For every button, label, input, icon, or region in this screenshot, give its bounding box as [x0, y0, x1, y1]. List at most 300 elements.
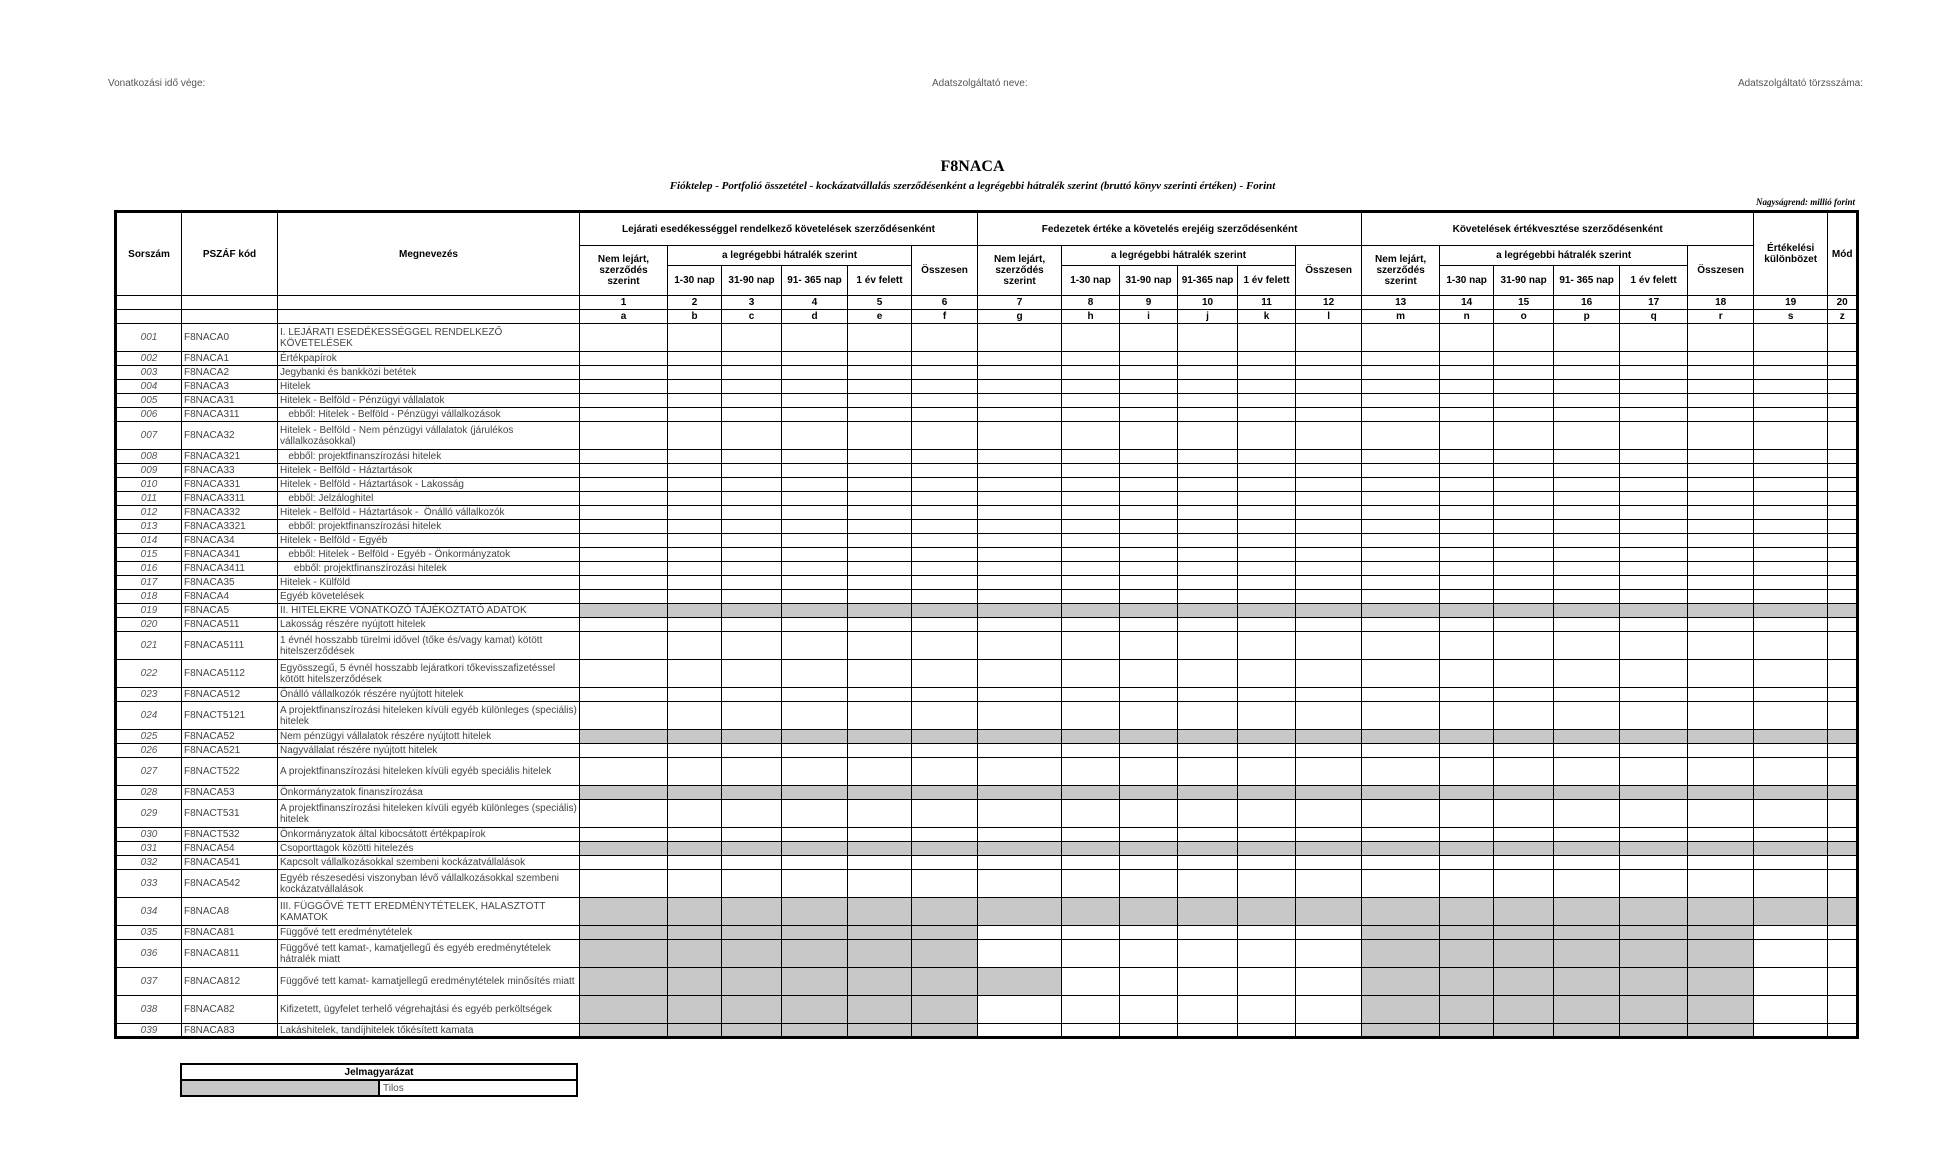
data-cell[interactable] [1362, 548, 1440, 562]
data-cell[interactable] [978, 506, 1062, 520]
data-cell[interactable] [1494, 604, 1554, 618]
data-cell[interactable] [722, 590, 782, 604]
data-cell[interactable] [1178, 324, 1238, 352]
data-cell[interactable] [912, 996, 978, 1024]
data-cell[interactable] [1362, 366, 1440, 380]
data-cell[interactable] [1688, 758, 1754, 786]
data-cell[interactable] [978, 856, 1062, 870]
data-cell[interactable] [1062, 660, 1120, 688]
data-cell[interactable] [1440, 394, 1494, 408]
data-cell[interactable] [1120, 660, 1178, 688]
data-cell[interactable] [1238, 870, 1296, 898]
data-cell[interactable] [668, 408, 722, 422]
data-cell[interactable] [1554, 940, 1620, 968]
data-cell[interactable] [1554, 604, 1620, 618]
data-cell[interactable] [722, 408, 782, 422]
data-cell[interactable] [1238, 758, 1296, 786]
data-cell[interactable] [1828, 940, 1858, 968]
data-cell[interactable] [1688, 562, 1754, 576]
data-cell[interactable] [782, 590, 848, 604]
data-cell[interactable] [1828, 730, 1858, 744]
data-cell[interactable] [1688, 828, 1754, 842]
data-cell[interactable] [1178, 590, 1238, 604]
data-cell[interactable] [1296, 856, 1362, 870]
data-cell[interactable] [1754, 926, 1828, 940]
data-cell[interactable] [782, 828, 848, 842]
data-cell[interactable] [668, 996, 722, 1024]
data-cell[interactable] [1494, 548, 1554, 562]
data-cell[interactable] [1828, 394, 1858, 408]
data-cell[interactable] [1440, 506, 1494, 520]
data-cell[interactable] [1620, 562, 1688, 576]
data-cell[interactable] [1440, 464, 1494, 478]
data-cell[interactable] [1120, 758, 1178, 786]
data-cell[interactable] [580, 870, 668, 898]
data-cell[interactable] [1178, 450, 1238, 464]
data-cell[interactable] [1178, 702, 1238, 730]
data-cell[interactable] [1062, 464, 1120, 478]
data-cell[interactable] [1296, 730, 1362, 744]
data-cell[interactable] [722, 660, 782, 688]
data-cell[interactable] [1362, 744, 1440, 758]
data-cell[interactable] [912, 730, 978, 744]
data-cell[interactable] [782, 478, 848, 492]
data-cell[interactable] [1440, 618, 1494, 632]
data-cell[interactable] [1688, 688, 1754, 702]
data-cell[interactable] [848, 408, 912, 422]
data-cell[interactable] [1554, 632, 1620, 660]
data-cell[interactable] [848, 940, 912, 968]
data-cell[interactable] [1362, 408, 1440, 422]
data-cell[interactable] [1828, 450, 1858, 464]
data-cell[interactable] [1828, 758, 1858, 786]
data-cell[interactable] [1120, 324, 1178, 352]
data-cell[interactable] [1120, 506, 1178, 520]
data-cell[interactable] [722, 464, 782, 478]
data-cell[interactable] [1362, 898, 1440, 926]
data-cell[interactable] [978, 1024, 1062, 1038]
data-cell[interactable] [1296, 534, 1362, 548]
data-cell[interactable] [1238, 660, 1296, 688]
data-cell[interactable] [848, 576, 912, 590]
data-cell[interactable] [1120, 800, 1178, 828]
data-cell[interactable] [1062, 576, 1120, 590]
data-cell[interactable] [1238, 828, 1296, 842]
data-cell[interactable] [1494, 618, 1554, 632]
data-cell[interactable] [912, 380, 978, 394]
data-cell[interactable] [1178, 688, 1238, 702]
data-cell[interactable] [1688, 506, 1754, 520]
data-cell[interactable] [1296, 926, 1362, 940]
data-cell[interactable] [912, 534, 978, 548]
data-cell[interactable] [1120, 352, 1178, 366]
data-cell[interactable] [580, 800, 668, 828]
data-cell[interactable] [722, 688, 782, 702]
data-cell[interactable] [1440, 898, 1494, 926]
data-cell[interactable] [668, 520, 722, 534]
data-cell[interactable] [580, 520, 668, 534]
data-cell[interactable] [1062, 898, 1120, 926]
data-cell[interactable] [1494, 394, 1554, 408]
data-cell[interactable] [1494, 758, 1554, 786]
data-cell[interactable] [1828, 422, 1858, 450]
data-cell[interactable] [1828, 520, 1858, 534]
data-cell[interactable] [978, 478, 1062, 492]
data-cell[interactable] [1620, 688, 1688, 702]
data-cell[interactable] [912, 520, 978, 534]
data-cell[interactable] [580, 548, 668, 562]
data-cell[interactable] [848, 380, 912, 394]
data-cell[interactable] [1178, 1024, 1238, 1038]
data-cell[interactable] [1754, 632, 1828, 660]
data-cell[interactable] [1620, 464, 1688, 478]
data-cell[interactable] [668, 730, 722, 744]
data-cell[interactable] [580, 828, 668, 842]
data-cell[interactable] [1440, 520, 1494, 534]
data-cell[interactable] [848, 730, 912, 744]
data-cell[interactable] [1554, 324, 1620, 352]
data-cell[interactable] [668, 800, 722, 828]
data-cell[interactable] [1178, 800, 1238, 828]
data-cell[interactable] [1238, 800, 1296, 828]
data-cell[interactable] [1362, 562, 1440, 576]
data-cell[interactable] [1178, 352, 1238, 366]
data-cell[interactable] [722, 870, 782, 898]
data-cell[interactable] [1688, 996, 1754, 1024]
data-cell[interactable] [1062, 590, 1120, 604]
data-cell[interactable] [1178, 422, 1238, 450]
data-cell[interactable] [1440, 576, 1494, 590]
data-cell[interactable] [912, 422, 978, 450]
data-cell[interactable] [1362, 1024, 1440, 1038]
data-cell[interactable] [1754, 506, 1828, 520]
data-cell[interactable] [668, 870, 722, 898]
data-cell[interactable] [1178, 856, 1238, 870]
data-cell[interactable] [1494, 870, 1554, 898]
data-cell[interactable] [1620, 940, 1688, 968]
data-cell[interactable] [1062, 996, 1120, 1024]
data-cell[interactable] [1828, 590, 1858, 604]
data-cell[interactable] [668, 422, 722, 450]
data-cell[interactable] [1296, 422, 1362, 450]
data-cell[interactable] [580, 926, 668, 940]
data-cell[interactable] [1688, 786, 1754, 800]
data-cell[interactable] [1440, 744, 1494, 758]
data-cell[interactable] [1494, 926, 1554, 940]
data-cell[interactable] [978, 730, 1062, 744]
data-cell[interactable] [978, 828, 1062, 842]
data-cell[interactable] [722, 996, 782, 1024]
data-cell[interactable] [848, 758, 912, 786]
data-cell[interactable] [1362, 926, 1440, 940]
data-cell[interactable] [1238, 842, 1296, 856]
data-cell[interactable] [1120, 688, 1178, 702]
data-cell[interactable] [1062, 604, 1120, 618]
data-cell[interactable] [1754, 996, 1828, 1024]
data-cell[interactable] [1828, 576, 1858, 590]
data-cell[interactable] [1440, 534, 1494, 548]
data-cell[interactable] [1620, 898, 1688, 926]
data-cell[interactable] [1828, 562, 1858, 576]
data-cell[interactable] [1754, 870, 1828, 898]
data-cell[interactable] [1062, 506, 1120, 520]
data-cell[interactable] [580, 506, 668, 520]
data-cell[interactable] [668, 968, 722, 996]
data-cell[interactable] [1120, 604, 1178, 618]
data-cell[interactable] [1296, 758, 1362, 786]
data-cell[interactable] [912, 842, 978, 856]
data-cell[interactable] [1620, 548, 1688, 562]
data-cell[interactable] [912, 590, 978, 604]
data-cell[interactable] [1440, 856, 1494, 870]
data-cell[interactable] [912, 1024, 978, 1038]
data-cell[interactable] [1754, 702, 1828, 730]
data-cell[interactable] [1062, 380, 1120, 394]
data-cell[interactable] [978, 576, 1062, 590]
data-cell[interactable] [978, 926, 1062, 940]
data-cell[interactable] [1828, 744, 1858, 758]
data-cell[interactable] [668, 702, 722, 730]
data-cell[interactable] [580, 464, 668, 478]
data-cell[interactable] [1296, 464, 1362, 478]
data-cell[interactable] [1688, 422, 1754, 450]
data-cell[interactable] [580, 730, 668, 744]
data-cell[interactable] [1620, 604, 1688, 618]
data-cell[interactable] [848, 660, 912, 688]
data-cell[interactable] [1296, 324, 1362, 352]
data-cell[interactable] [1620, 380, 1688, 394]
data-cell[interactable] [912, 506, 978, 520]
data-cell[interactable] [978, 702, 1062, 730]
data-cell[interactable] [1362, 632, 1440, 660]
data-cell[interactable] [848, 394, 912, 408]
data-cell[interactable] [1494, 408, 1554, 422]
data-cell[interactable] [848, 870, 912, 898]
data-cell[interactable] [1754, 324, 1828, 352]
data-cell[interactable] [1062, 786, 1120, 800]
data-cell[interactable] [848, 520, 912, 534]
data-cell[interactable] [1494, 422, 1554, 450]
data-cell[interactable] [1554, 618, 1620, 632]
data-cell[interactable] [782, 520, 848, 534]
data-cell[interactable] [1362, 800, 1440, 828]
data-cell[interactable] [912, 898, 978, 926]
data-cell[interactable] [1120, 520, 1178, 534]
data-cell[interactable] [1238, 730, 1296, 744]
data-cell[interactable] [1554, 758, 1620, 786]
data-cell[interactable] [1754, 422, 1828, 450]
data-cell[interactable] [1554, 478, 1620, 492]
data-cell[interactable] [1440, 828, 1494, 842]
data-cell[interactable] [1494, 842, 1554, 856]
data-cell[interactable] [1062, 856, 1120, 870]
data-cell[interactable] [1296, 870, 1362, 898]
data-cell[interactable] [1494, 324, 1554, 352]
data-cell[interactable] [1554, 842, 1620, 856]
data-cell[interactable] [580, 422, 668, 450]
data-cell[interactable] [1178, 534, 1238, 548]
data-cell[interactable] [912, 464, 978, 478]
data-cell[interactable] [912, 394, 978, 408]
data-cell[interactable] [1296, 632, 1362, 660]
data-cell[interactable] [722, 842, 782, 856]
data-cell[interactable] [1554, 352, 1620, 366]
data-cell[interactable] [1620, 660, 1688, 688]
data-cell[interactable] [1062, 702, 1120, 730]
data-cell[interactable] [1828, 926, 1858, 940]
data-cell[interactable] [722, 324, 782, 352]
data-cell[interactable] [1120, 618, 1178, 632]
data-cell[interactable] [668, 562, 722, 576]
data-cell[interactable] [1754, 730, 1828, 744]
data-cell[interactable] [668, 856, 722, 870]
data-cell[interactable] [1828, 870, 1858, 898]
data-cell[interactable] [1296, 702, 1362, 730]
data-cell[interactable] [668, 926, 722, 940]
data-cell[interactable] [1362, 870, 1440, 898]
data-cell[interactable] [912, 660, 978, 688]
data-cell[interactable] [1062, 800, 1120, 828]
data-cell[interactable] [1178, 926, 1238, 940]
data-cell[interactable] [1494, 380, 1554, 394]
data-cell[interactable] [1362, 758, 1440, 786]
data-cell[interactable] [1362, 618, 1440, 632]
data-cell[interactable] [978, 366, 1062, 380]
data-cell[interactable] [1554, 926, 1620, 940]
data-cell[interactable] [848, 1024, 912, 1038]
data-cell[interactable] [1178, 842, 1238, 856]
data-cell[interactable] [912, 702, 978, 730]
data-cell[interactable] [1494, 352, 1554, 366]
data-cell[interactable] [580, 786, 668, 800]
data-cell[interactable] [1062, 744, 1120, 758]
data-cell[interactable] [1828, 366, 1858, 380]
data-cell[interactable] [912, 352, 978, 366]
data-cell[interactable] [848, 590, 912, 604]
data-cell[interactable] [782, 464, 848, 478]
data-cell[interactable] [1828, 856, 1858, 870]
data-cell[interactable] [1062, 366, 1120, 380]
data-cell[interactable] [1688, 870, 1754, 898]
data-cell[interactable] [1828, 604, 1858, 618]
data-cell[interactable] [1120, 478, 1178, 492]
data-cell[interactable] [1754, 380, 1828, 394]
data-cell[interactable] [1554, 422, 1620, 450]
data-cell[interactable] [1554, 898, 1620, 926]
data-cell[interactable] [668, 688, 722, 702]
data-cell[interactable] [1178, 996, 1238, 1024]
data-cell[interactable] [1178, 492, 1238, 506]
data-cell[interactable] [1688, 940, 1754, 968]
data-cell[interactable] [1062, 632, 1120, 660]
data-cell[interactable] [1828, 1024, 1858, 1038]
data-cell[interactable] [1494, 632, 1554, 660]
data-cell[interactable] [782, 856, 848, 870]
data-cell[interactable] [1828, 380, 1858, 394]
data-cell[interactable] [668, 548, 722, 562]
data-cell[interactable] [722, 856, 782, 870]
data-cell[interactable] [1120, 968, 1178, 996]
data-cell[interactable] [1120, 534, 1178, 548]
data-cell[interactable] [1688, 394, 1754, 408]
data-cell[interactable] [1754, 408, 1828, 422]
data-cell[interactable] [1120, 1024, 1178, 1038]
data-cell[interactable] [722, 898, 782, 926]
data-cell[interactable] [1362, 940, 1440, 968]
data-cell[interactable] [782, 548, 848, 562]
data-cell[interactable] [1494, 968, 1554, 996]
data-cell[interactable] [912, 870, 978, 898]
data-cell[interactable] [1620, 744, 1688, 758]
data-cell[interactable] [1296, 352, 1362, 366]
data-cell[interactable] [668, 898, 722, 926]
data-cell[interactable] [580, 618, 668, 632]
data-cell[interactable] [1554, 366, 1620, 380]
data-cell[interactable] [1178, 758, 1238, 786]
data-cell[interactable] [1754, 352, 1828, 366]
data-cell[interactable] [1554, 688, 1620, 702]
data-cell[interactable] [1440, 632, 1494, 660]
data-cell[interactable] [1120, 380, 1178, 394]
data-cell[interactable] [782, 870, 848, 898]
data-cell[interactable] [722, 380, 782, 394]
data-cell[interactable] [1296, 492, 1362, 506]
data-cell[interactable] [1362, 604, 1440, 618]
data-cell[interactable] [580, 590, 668, 604]
data-cell[interactable] [722, 576, 782, 590]
data-cell[interactable] [1362, 464, 1440, 478]
data-cell[interactable] [668, 828, 722, 842]
data-cell[interactable] [1620, 1024, 1688, 1038]
data-cell[interactable] [978, 534, 1062, 548]
data-cell[interactable] [912, 968, 978, 996]
data-cell[interactable] [1178, 520, 1238, 534]
data-cell[interactable] [1688, 702, 1754, 730]
data-cell[interactable] [722, 968, 782, 996]
data-cell[interactable] [1120, 940, 1178, 968]
data-cell[interactable] [1688, 1024, 1754, 1038]
data-cell[interactable] [1120, 870, 1178, 898]
data-cell[interactable] [1120, 548, 1178, 562]
data-cell[interactable] [1238, 576, 1296, 590]
data-cell[interactable] [668, 842, 722, 856]
data-cell[interactable] [580, 492, 668, 506]
data-cell[interactable] [1688, 632, 1754, 660]
data-cell[interactable] [1238, 324, 1296, 352]
data-cell[interactable] [1828, 408, 1858, 422]
data-cell[interactable] [1828, 660, 1858, 688]
data-cell[interactable] [1296, 996, 1362, 1024]
data-cell[interactable] [1120, 576, 1178, 590]
data-cell[interactable] [668, 660, 722, 688]
data-cell[interactable] [1688, 856, 1754, 870]
data-cell[interactable] [782, 744, 848, 758]
data-cell[interactable] [978, 660, 1062, 688]
data-cell[interactable] [1062, 758, 1120, 786]
data-cell[interactable] [580, 758, 668, 786]
data-cell[interactable] [1494, 856, 1554, 870]
data-cell[interactable] [1120, 898, 1178, 926]
data-cell[interactable] [912, 758, 978, 786]
data-cell[interactable] [1238, 702, 1296, 730]
data-cell[interactable] [912, 786, 978, 800]
data-cell[interactable] [580, 898, 668, 926]
data-cell[interactable] [1062, 1024, 1120, 1038]
data-cell[interactable] [1362, 534, 1440, 548]
data-cell[interactable] [1062, 730, 1120, 744]
data-cell[interactable] [978, 632, 1062, 660]
data-cell[interactable] [1620, 590, 1688, 604]
